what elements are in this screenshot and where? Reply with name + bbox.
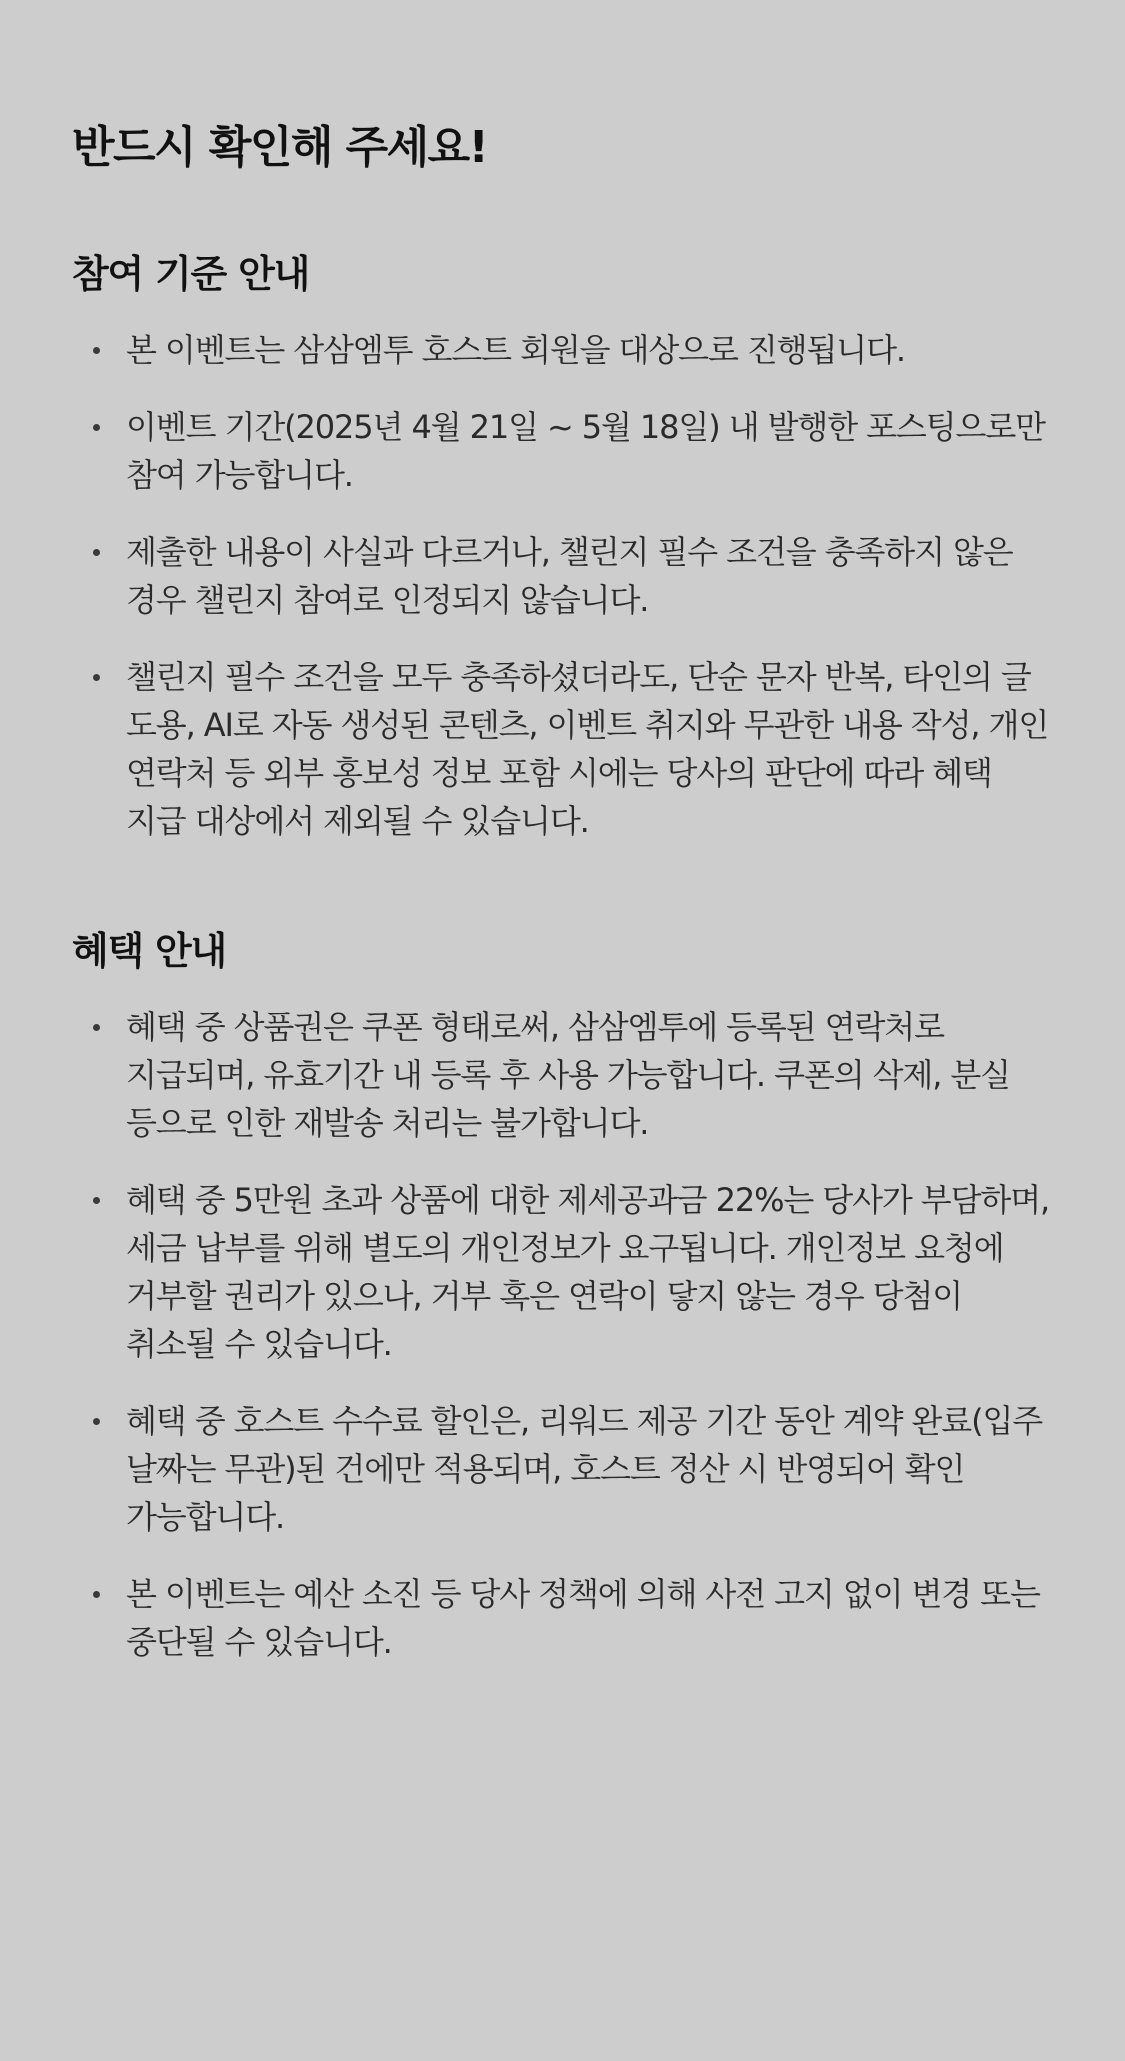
participation-criteria-list	[72, 326, 1053, 845]
benefits-section-title: 혜택 안내	[72, 929, 227, 973]
bullet-icon	[93, 674, 100, 681]
bullet-icon	[93, 549, 100, 556]
bullet-icon	[93, 424, 100, 431]
participation-criteria-item	[72, 528, 1053, 624]
benefit-item	[72, 1176, 1053, 1368]
participation-criteria-text: 제출한 내용이 사실과 다르거나, 챌린지 필수 조건을 충족하지 않은 경우 챌린지 참여로 인정되지 않습니다.	[126, 533, 1013, 619]
bullet-icon	[93, 1591, 100, 1598]
participation-criteria-item	[72, 403, 1053, 499]
participation-criteria-text: 본 이벤트는 삼삼엠투 호스트 회원을 대상으로 진행됩니다.	[126, 331, 905, 369]
benefit-item	[72, 1397, 1053, 1541]
bullet-icon	[93, 1024, 100, 1031]
benefit-item	[72, 1570, 1053, 1666]
benefit-text: 혜택 중 5만원 초과 상품에 대한 제세공과금 22%는 당사가 부담하며, 세금 납부를 위해 별도의 개인정보가 요구됩니다. 개인정보 요청에 거부할 권리가 있으나, 거부 혹은 연락이 닿지 않는 경우 당첨이 취소될 수 있습니다.	[126, 1181, 1050, 1363]
participation-criteria-item	[72, 653, 1053, 845]
participation-criteria-text: 챌린지 필수 조건을 모두 충족하셨더라도, 단순 문자 반복, 타인의 글 도용, AI로 자동 생성된 콘텐츠, 이벤트 취지와 무관한 내용 작성, 개인 연락처 등 외부 홍보성 정보 포함 시에는 당사의 판단에 따라 혜택 지급 대상에서 제외될 수 있습니다.	[126, 658, 1049, 840]
bullet-icon	[93, 1418, 100, 1425]
participation-criteria-section	[72, 248, 1053, 845]
participation-section-title: 참여 기준 안내	[72, 252, 310, 296]
benefit-item	[72, 1003, 1053, 1147]
participation-criteria-text: 이벤트 기간(2025년 4월 21일 ~ 5월 18일) 내 발행한 포스팅으로만 참여 가능합니다.	[126, 408, 1045, 494]
benefit-text: 본 이벤트는 예산 소진 등 당사 정책에 의해 사전 고지 없이 변경 또는 중단될 수 있습니다.	[126, 1575, 1040, 1661]
benefit-text: 혜택 중 호스트 수수료 할인은, 리워드 제공 기간 동안 계약 완료(입주 날짜는 무관)된 건에만 적용되며, 호스트 정산 시 반영되어 확인 가능합니다.	[126, 1402, 1043, 1536]
page-title: 반드시 확인해 주세요!	[72, 122, 488, 173]
participation-criteria-item	[72, 326, 1053, 374]
bullet-icon	[93, 1197, 100, 1204]
benefit-text: 혜택 중 상품권은 쿠폰 형태로써, 삼삼엠투에 등록된 연락처로 지급되며, 유효기간 내 등록 후 사용 가능합니다. 쿠폰의 삭제, 분실 등으로 인한 재발송 처리는 불가합니다.	[126, 1008, 1010, 1142]
benefits-section	[72, 925, 1053, 1666]
benefits-list	[72, 1003, 1053, 1666]
bullet-icon	[93, 347, 100, 354]
